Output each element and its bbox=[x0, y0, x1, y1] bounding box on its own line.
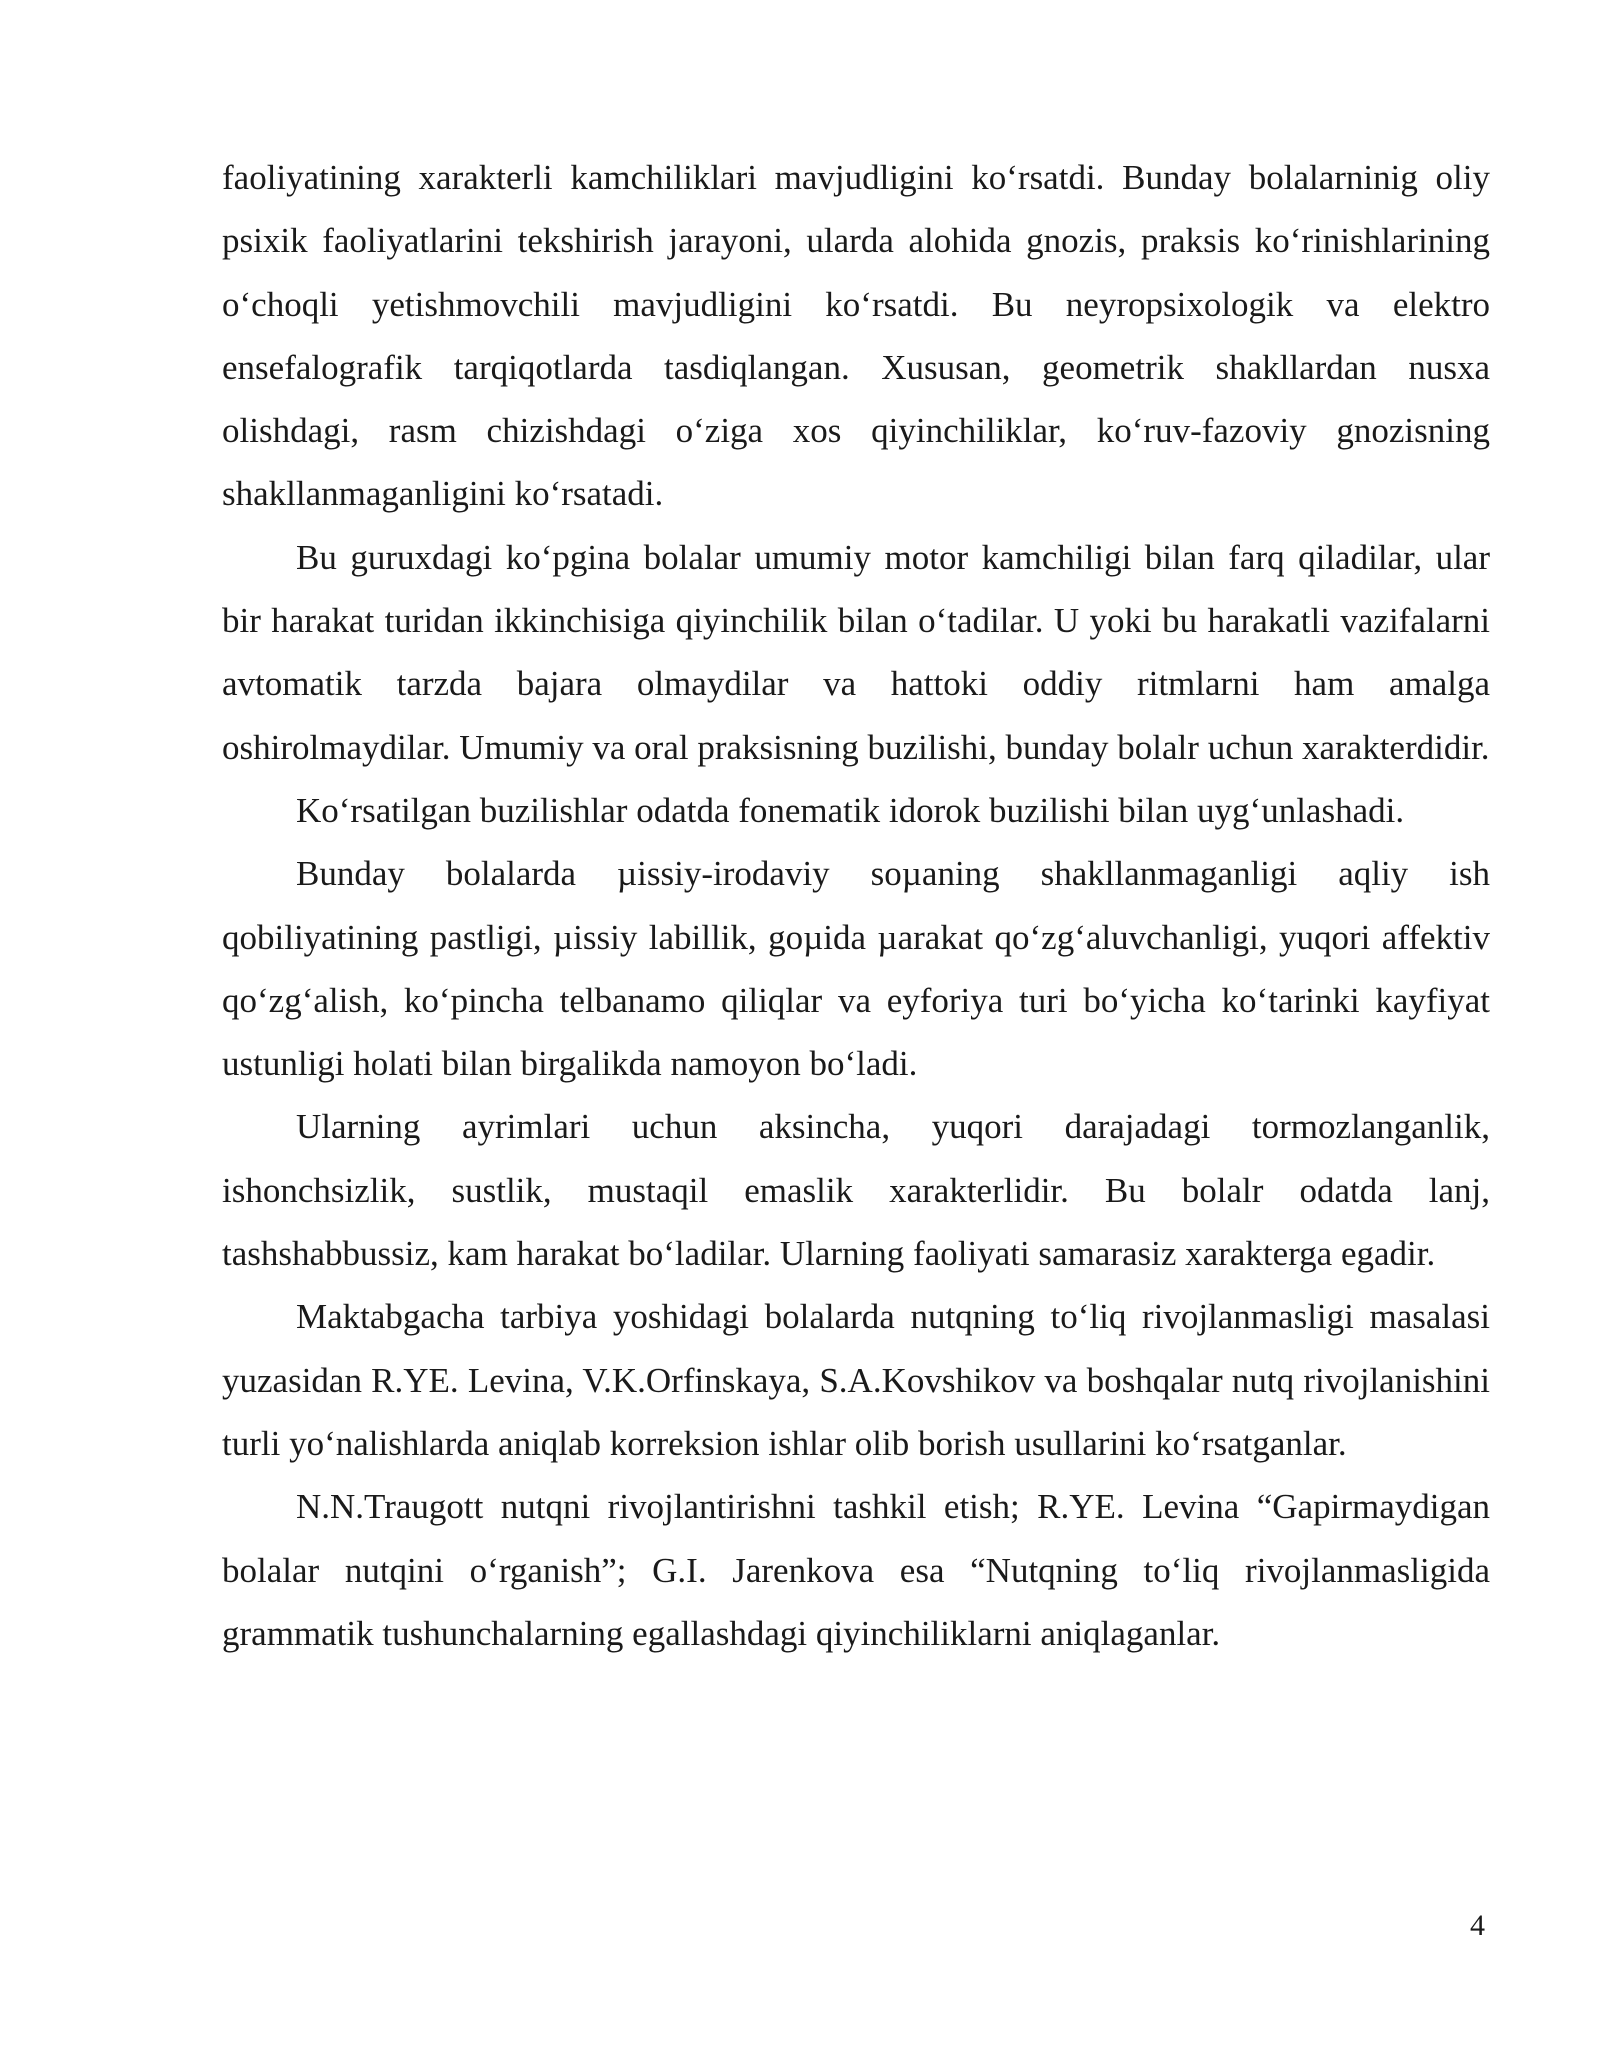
paragraph-1: faoliyatining xarakterli kamchiliklari mavjudligini ko‘rsatdi. Bunday bolalarninig oliy psixik faoliyatlarini tekshirish jarayoni, ularda alohida gnozis, praksis ko‘rinishlarining o‘choqli yetishmovchili mavjudligini ko‘rsatdi. Bu neyropsixologik va elektro ensefalografik tarqiqotlarda tasdiqlangan. Xususan, geometrik shakllardan nusxa olishdagi, rasm chizishdagi o‘ziga xos qiyinchiliklar, ko‘ruv-fazoviy gnozisning shakllanmaganligini ko‘rsatadi. bbox=[222, 158, 1490, 514]
paragraph-5: Ularning ayrimlari uchun aksincha, yuqori darajadagi tormozlanganlik, ishonchsizlik, sustlik, mustaqil emaslik xarakterlidir. Bu bolalr odatda lanj, tashshabbussiz, kam harakat bo‘ladilar. Ularning faoliyati samarasiz xarakterga egadir. bbox=[222, 1107, 1490, 1274]
paragraph-3: Ko‘rsatilgan buzilishlar odatda fonematik idorok buzilishi bilan uyg‘unlashadi. bbox=[296, 790, 1405, 830]
paragraph-2: Bu guruxdagi ko‘pgina bolalar umumiy motor kamchiligi bilan farq qiladilar, ular bir harakat turidan ikkinchisiga qiyinchilik bilan o‘tadilar. U yoki bu harakatli vazifalarni avtomatik tarzda bajara olmaydilar va hattoki oddiy ritmlarni ham amalga oshirolmaydilar. Umumiy va oral praksisning buzilishi, bunday bolalr uchun xarakterdidir. bbox=[222, 537, 1490, 767]
page-number: 4 bbox=[1470, 1909, 1485, 1942]
paragraph-7: N.N.Traugott nutqni rivojlantirishni tashkil etish; R.YE. Levina “Gapirmaydigan bolalar nutqini o‘rganish”; G.I. Jarenkova esa “Nutqning to‘liq rivojlanmasligida grammatik tushunchalarning egallashdagi qiyinchiliklarni aniqlaganlar. bbox=[222, 1487, 1490, 1653]
paragraph-6: Maktabgacha tarbiya yoshidagi bolalarda nutqning to‘liq rivojlanmasligi masalasi yuzasidan R.YE. Levina, V.K.Orfinskaya, S.A.Kovshikov va boshqalar nutq rivojlanishini turli yo‘nalishlarda aniqlab korreksion ishlar olib borish usullarini ko‘rsatganlar. bbox=[222, 1297, 1490, 1463]
paragraph-4: Bunday bolalarda µissiy-irodaviy soµaning shakllanmaganligi aqliy ish qobiliyatining pastligi, µissiy labillik, goµida µarakat qo‘zg‘aluvchanligi, yuqori affektiv qo‘zg‘alish, ko‘pincha telbanamo qiliqlar va eyforiya turi bo‘yicha ko‘tarinki kayfiyat ustunligi holati bilan birgalikda namoyon bo‘ladi. bbox=[222, 854, 1490, 1084]
document-page bbox=[222, 146, 1490, 1665]
